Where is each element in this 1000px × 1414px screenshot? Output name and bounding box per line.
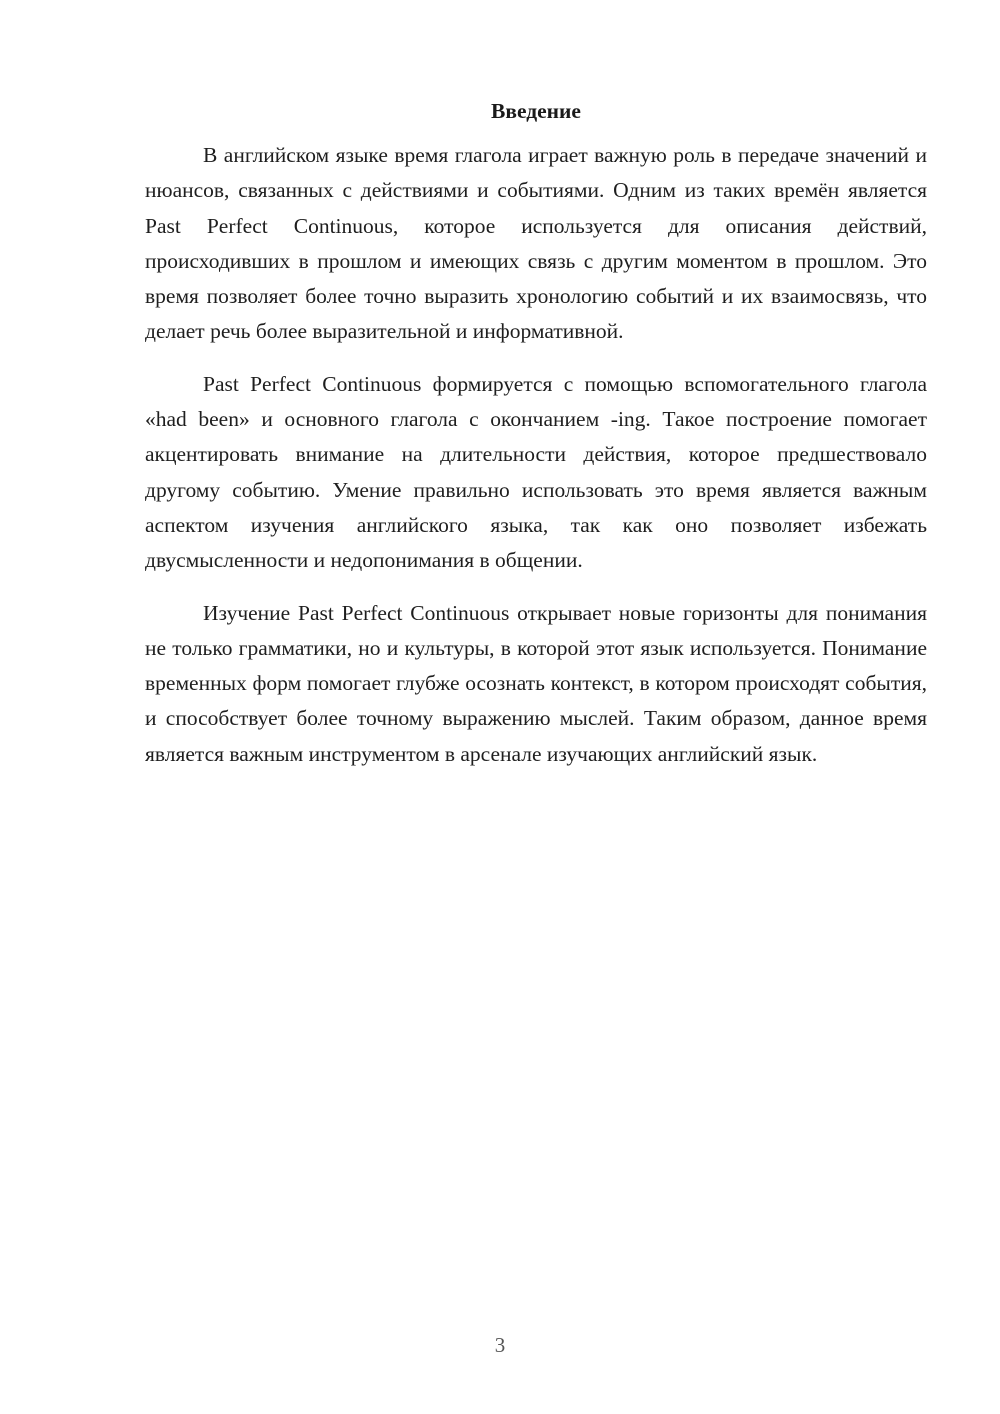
paragraph-3: Изучение Past Perfect Continuous открывает новые горизонты для понимания не только грамматики, но и культуры, в которой этот язык используется. Понимание временных форм помогает глубже осознать контекст, в котором происходят события, и способствует более точному выражению мыслей. Таким образом, данное время является важным инструментом в арсенале изучающих английский язык. bbox=[145, 600, 927, 766]
paragraph-2: Past Perfect Continuous формируется с помощью вспомогательного глагола «had been» и основного глагола с окончанием -ing. Такое построение помогает акцентировать внимание на длительности действия, которое предшествовало другому событию. Умение правильно использовать это время является важным аспектом изучения английского языка, так как оно позволяет избежать двусмысленности и недопонимания в общении. bbox=[145, 371, 927, 573]
page-content bbox=[145, 96, 927, 789]
section-title: Введение bbox=[491, 99, 581, 123]
paragraph-1: В английском языке время глагола играет важную роль в передаче значений и нюансов, связанных с действиями и событиями. Одним из таких времён является Past Perfect Continuous, которое используется для описания действий, происходивших в прошлом и имеющих связь с другим моментом в прошлом. Это время позволяет более точно выразить хронологию событий и их взаимосвязь, что делает речь более выразительной и информативной. bbox=[145, 143, 927, 344]
page-number: 3 bbox=[494, 1333, 506, 1357]
